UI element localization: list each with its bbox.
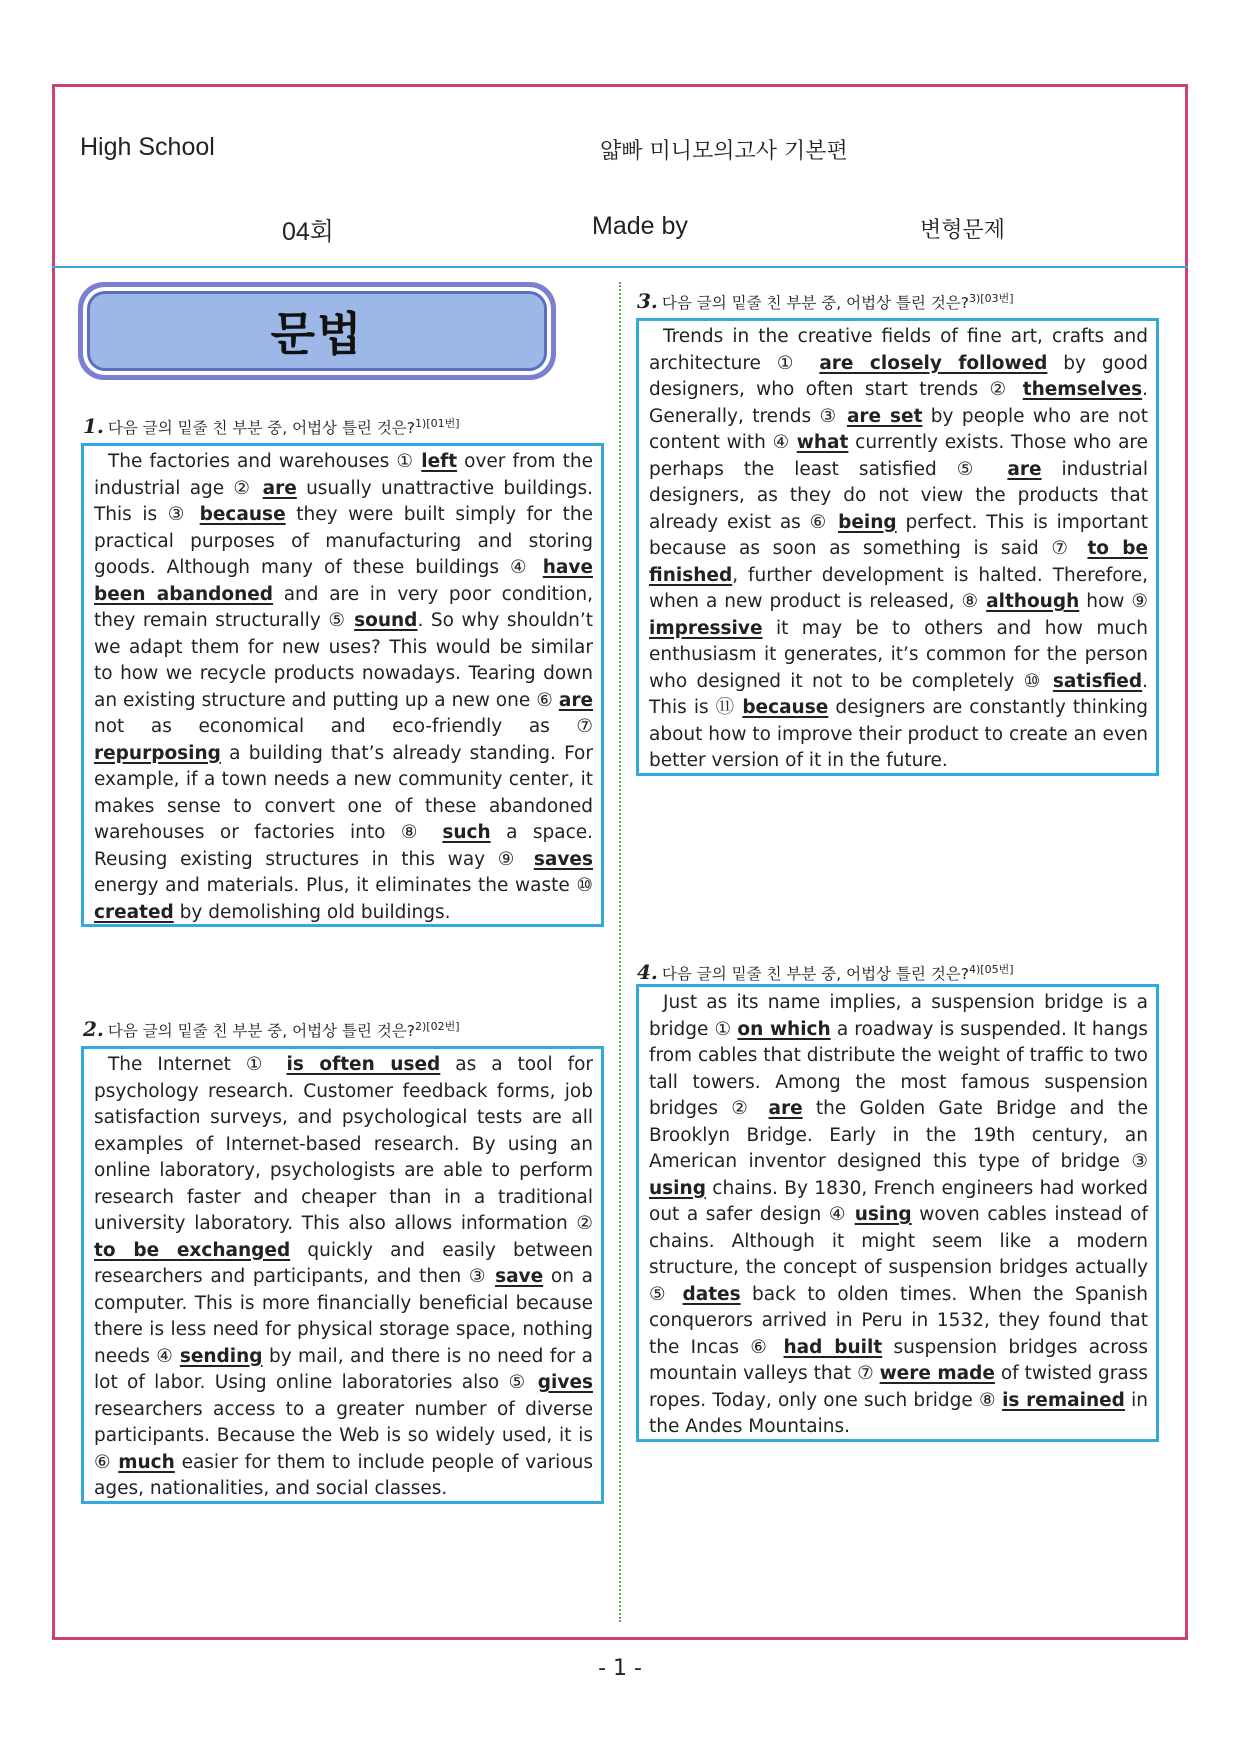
section-title: 문법 bbox=[87, 291, 547, 371]
school-level: High School bbox=[80, 133, 215, 161]
question-4-prompt: 다음 글의 밑줄 친 부분 중, 어법상 틀린 것은? bbox=[661, 965, 970, 983]
underlined-choice: on which bbox=[737, 1018, 831, 1040]
underlined-choice: gives bbox=[537, 1372, 593, 1393]
question-2-ref: 2)[02번] bbox=[415, 1019, 460, 1033]
underlined-choice: using bbox=[854, 1204, 912, 1225]
header-divider bbox=[52, 266, 1188, 268]
underlined-choice: using bbox=[649, 1177, 706, 1199]
underlined-choice: save bbox=[495, 1266, 544, 1287]
underlined-choice: much bbox=[118, 1451, 175, 1473]
question-2-text: The Internet ① is often used as a tool for psychology research. Customer feedback forms, job satisfaction surveys, and psychological tests are all examples of Internet-based research. By using an online laboratory, psychologists are able to perform research faster and cheaper than in a traditional university laboratory. This also allows information ② to be exchanged quickly and easily between researchers and participants, and then ③ save on a computer. This is more financially beneficial because there is less need for physical storage space, nothing needs ④ sending by mail, and there is no need for a lot of labor. Using online laboratories also ⑤ gives researchers access to a greater number of diverse participants. Because the Web is so widely used, it is ⑥ much easier for them to include people of various ages, nationalities, and social classes. bbox=[94, 1054, 594, 1499]
underlined-choice: such bbox=[442, 822, 491, 843]
underlined-choice: were made bbox=[879, 1363, 995, 1384]
underlined-choice: are bbox=[558, 689, 593, 711]
underlined-choice: had built bbox=[783, 1336, 883, 1358]
column-divider bbox=[619, 282, 621, 1622]
underlined-choice: to be finished bbox=[649, 538, 1148, 586]
underlined-choice: because bbox=[742, 697, 829, 718]
question-4-text: Just as its name implies, a suspension bridge is a bridge ① on which a roadway is suspended. It hangs from cables that distribute the weight of traffic to two tall towers. Among the most famous suspension bridges ② are the Golden Gate Bridge and the Brooklyn Bridge. Early in the 19th century, an American inventor designed this type of bridge ③ using chains. By 1830, French engineers had worked out a safer design ④ using woven cables instead of chains. Although it might seem like a modern structure, the concept of suspension bridges actually ⑤ dates back to olden times. When the Spanish conquerors arrived in Peru in 1532, they found that the Incas ⑥ had built suspension bridges across mountain valleys that ⑦ were made of twisted grass ropes. Today, only one such bridge ⑧ is remained in the Andes Mountains. bbox=[649, 992, 1149, 1437]
question-1-text: The factories and warehouses ① left over from the industrial age ② are usually unattractive buildings. This is ③ because they were built simply for the practical purposes of manufacturing and storing goods. Although many of these buildings ④ have been abandoned and are in very poor condition, they remain structurally ⑤ sound. So why shouldn’t we adapt them for new uses? This would be similar to how we recycle products nowadays. Tearing down an existing structure and putting up a new one ⑥ are not as economical and eco-friendly as ⑦ repurposing a building that’s already standing. For example, if a town needs a new community center, it makes sense to convert one of these abandoned warehouses or factories into ⑧ such a space. Reusing existing structures in this way ⑨ saves energy and materials. Plus, it eliminates the waste ⑩ created by demolishing old buildings. bbox=[94, 451, 594, 923]
underlined-choice: are bbox=[1007, 458, 1042, 480]
underlined-choice: are closely followed bbox=[819, 352, 1048, 374]
page-number: - 1 - bbox=[598, 1656, 642, 1681]
underlined-choice: have been abandoned bbox=[94, 557, 593, 605]
underlined-choice: because bbox=[199, 504, 286, 525]
underlined-choice: left bbox=[421, 451, 458, 472]
question-type: 변형문제 bbox=[920, 218, 1006, 243]
underlined-choice: is often used bbox=[286, 1054, 441, 1075]
underlined-choice: dates bbox=[682, 1283, 741, 1305]
underlined-choice: repurposing bbox=[94, 742, 221, 764]
underlined-choice: saves bbox=[533, 848, 593, 870]
underlined-choice: are bbox=[262, 477, 297, 499]
made-by-label: Made by bbox=[592, 212, 688, 240]
question-3-prompt: 다음 글의 밑줄 친 부분 중, 어법상 틀린 것은? bbox=[661, 294, 970, 312]
question-3-text: Trends in the creative fields of fine art, crafts and architecture ① are closely followed by good designers, who often start trends ② themselves. Generally, trends ③ are set by people who are not content with ④ what currently exists. Those who are perhaps the least satisfied ⑤ are industrial designers, as they do not view the products that already exist as ⑥ being perfect. This is important because as soon as something is said ⑦ to be finished, further development is halted. Therefore, when a new product is released, ⑧ although how ⑨ impressive it may be to others and how much enthusiasm it generates, it’s common for the person who designed it not to be completely ⑩ satisfied. This is ⑪ because designers are constantly thinking about how to improve their product to create an even better version of it in the future. bbox=[649, 326, 1149, 771]
question-4-number: 4. bbox=[637, 960, 658, 984]
exam-title: 얇빠 미니모의고사 기본편 bbox=[600, 139, 848, 164]
question-1-prompt: 다음 글의 밑줄 친 부분 중, 어법상 틀린 것은? bbox=[107, 419, 416, 437]
question-2-prompt: 다음 글의 밑줄 친 부분 중, 어법상 틀린 것은? bbox=[107, 1022, 416, 1040]
underlined-choice: sound bbox=[354, 610, 418, 631]
underlined-choice: are set bbox=[846, 405, 923, 427]
underlined-choice: impressive bbox=[649, 617, 763, 639]
question-1-ref: 1)[01번] bbox=[415, 416, 460, 430]
question-2-title bbox=[83, 1017, 460, 1041]
question-4-ref: 4)[05번] bbox=[969, 962, 1014, 976]
underlined-choice: to be exchanged bbox=[94, 1239, 291, 1261]
question-3-number: 3. bbox=[637, 289, 658, 313]
question-4-title bbox=[637, 960, 1014, 984]
underlined-choice: created bbox=[94, 901, 174, 923]
underlined-choice: although bbox=[986, 591, 1080, 612]
question-1-title bbox=[83, 414, 460, 438]
underlined-choice: is remained bbox=[1002, 1389, 1125, 1411]
underlined-choice: are bbox=[768, 1098, 803, 1119]
underlined-choice: satisfied bbox=[1052, 670, 1143, 692]
underlined-choice: sending bbox=[179, 1345, 263, 1367]
round-label: 04회 bbox=[282, 218, 334, 246]
underlined-choice: what bbox=[796, 432, 849, 453]
question-1-number: 1. bbox=[83, 414, 104, 438]
question-4-passage bbox=[636, 984, 1159, 1442]
question-3-ref: 3)[03번] bbox=[969, 291, 1014, 305]
underlined-choice: being bbox=[838, 511, 897, 533]
question-3-title bbox=[637, 289, 1014, 313]
question-3-passage bbox=[636, 318, 1159, 776]
question-1-passage bbox=[81, 443, 604, 927]
question-2-passage bbox=[81, 1046, 604, 1504]
underlined-choice: themselves bbox=[1022, 379, 1143, 400]
question-2-number: 2. bbox=[83, 1017, 104, 1041]
section-banner bbox=[78, 282, 556, 380]
